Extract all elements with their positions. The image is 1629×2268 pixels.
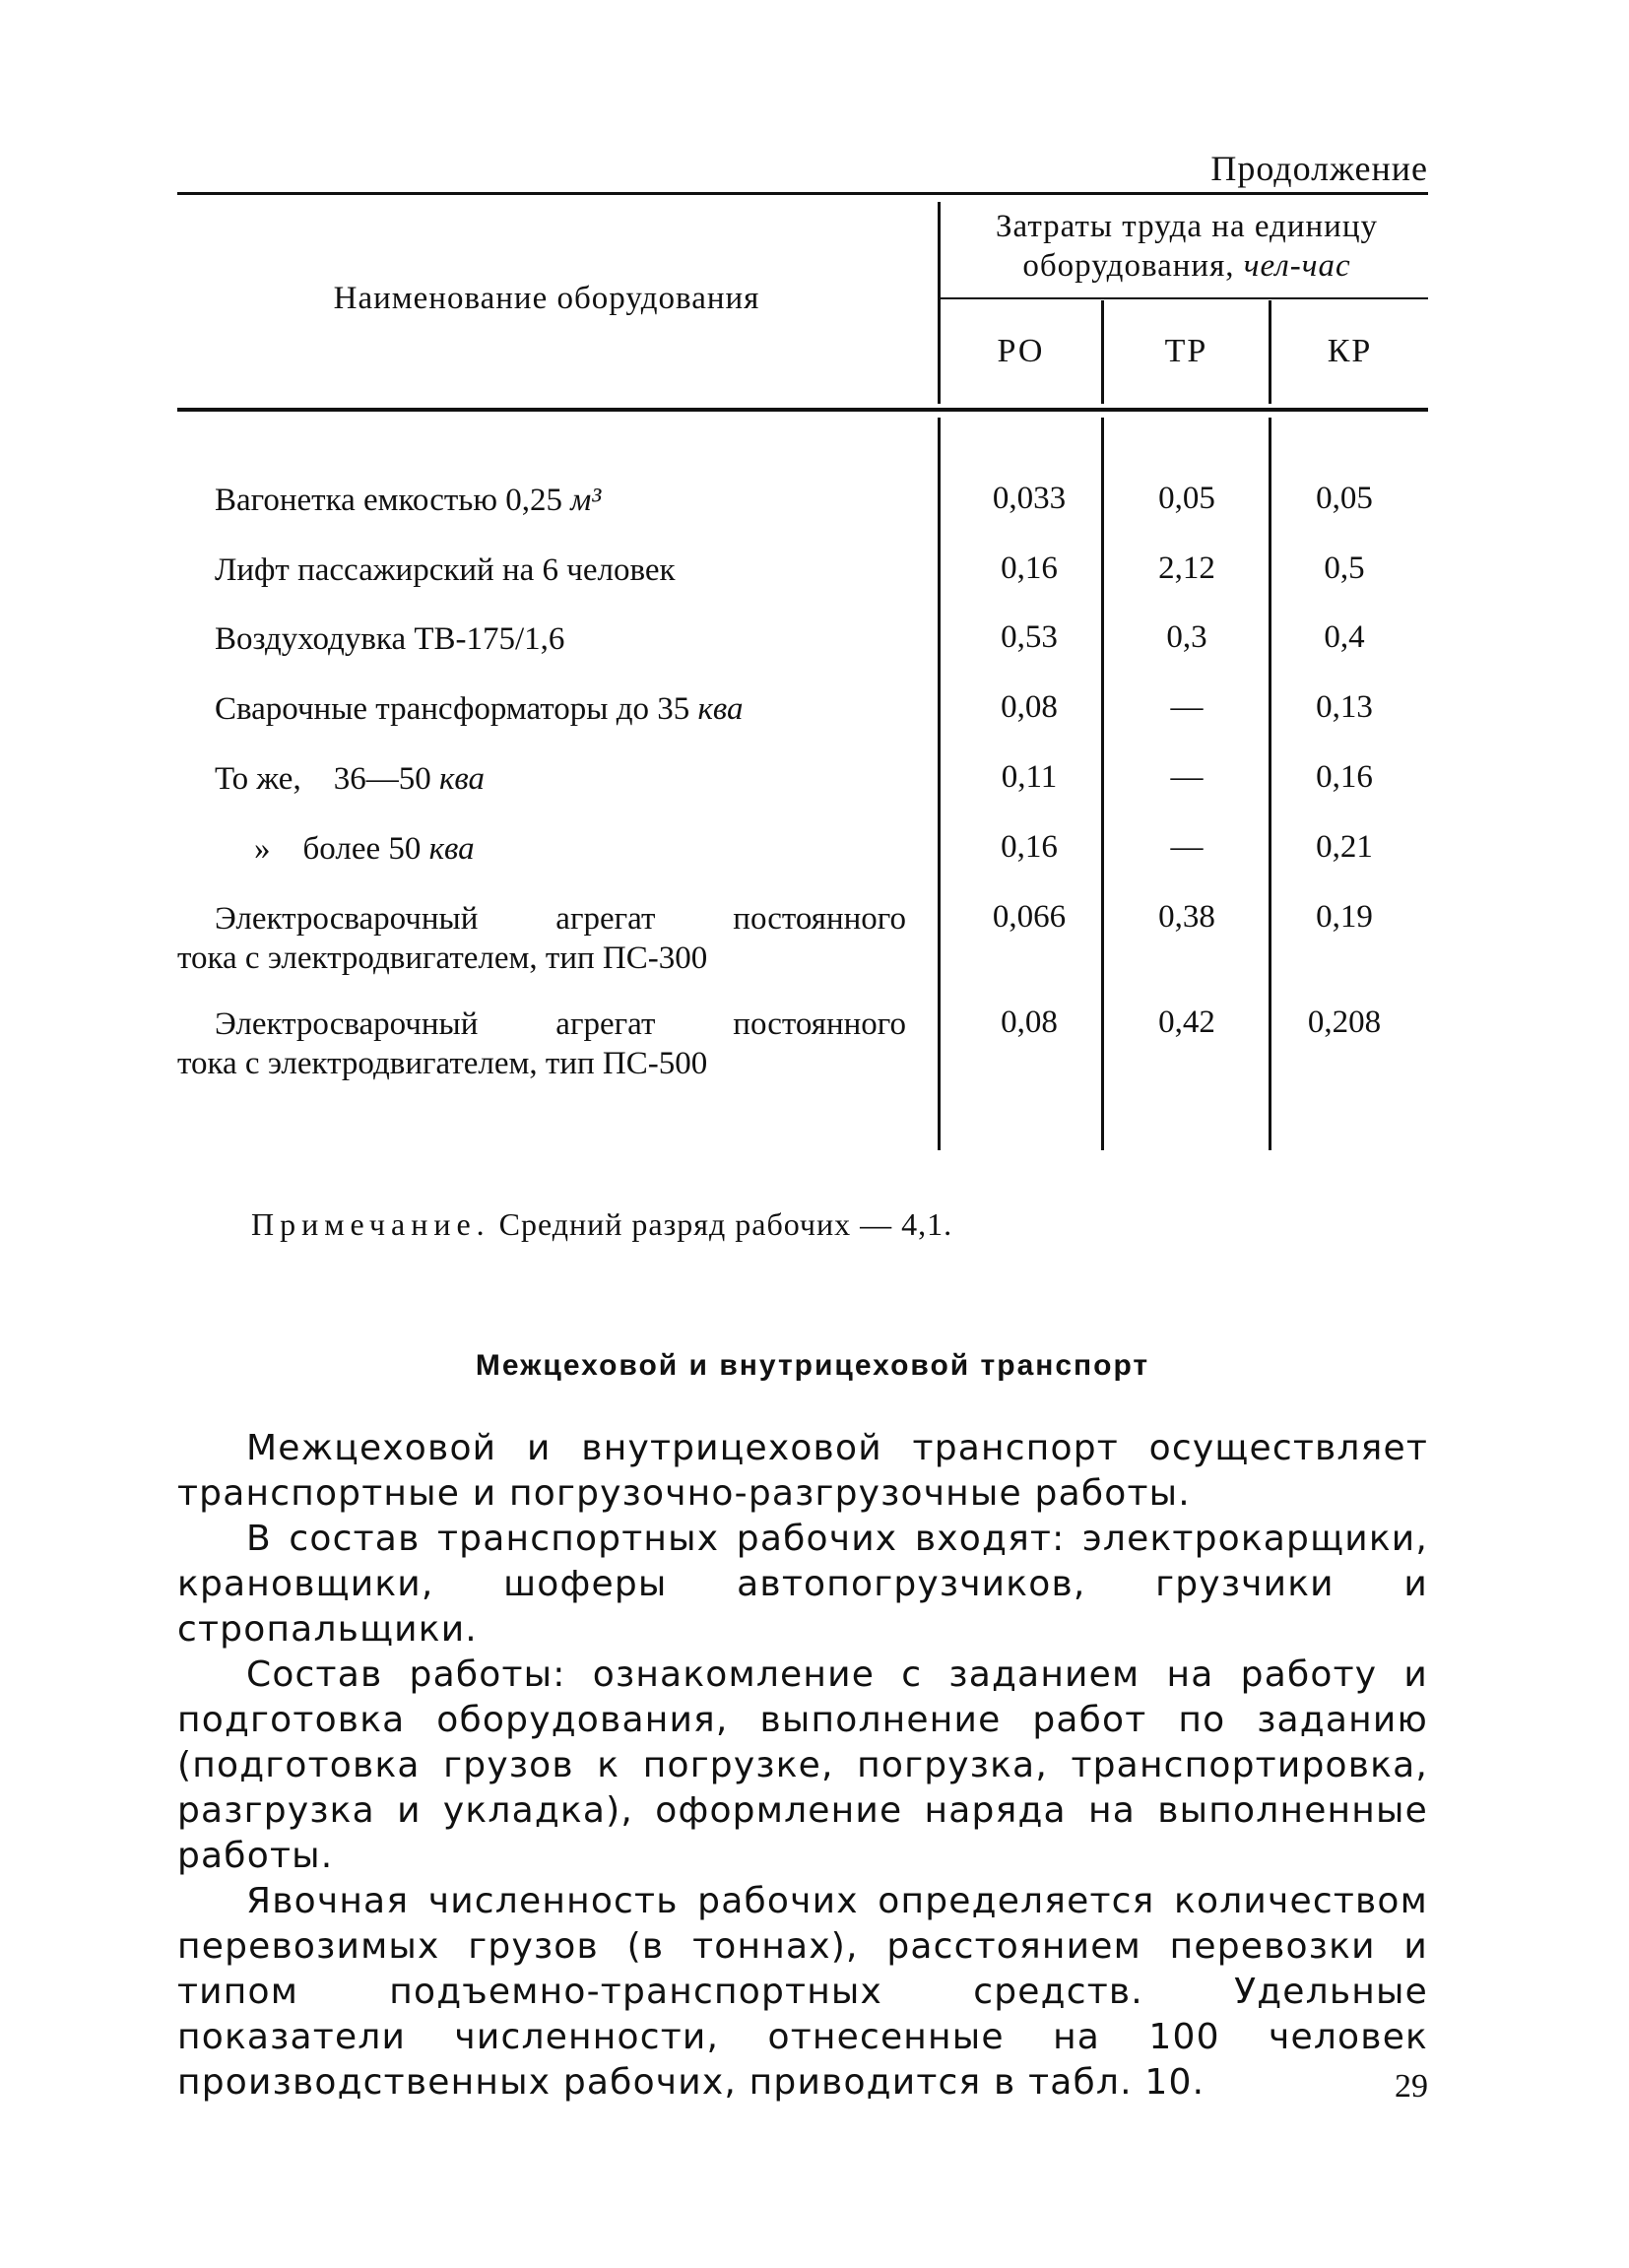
column-header-labor bbox=[941, 207, 1433, 286]
row-name: Лифт пассажирский на 6 человек bbox=[215, 552, 676, 588]
row-name: Вагонетка емкостью 0,25 м³ bbox=[215, 483, 602, 518]
value-kr: 0,13 bbox=[1316, 689, 1373, 725]
value-ro: 0,16 bbox=[1001, 829, 1058, 865]
column-header-ro: РО bbox=[997, 333, 1045, 369]
row-name-line2: тока с электродвигателем, тип ПС-500 bbox=[177, 1046, 708, 1081]
paragraph: Явочная численность рабочих определяется количеством перевозимых грузов (в тоннах), расстоянием перевозки и типом подъемно-транспортных средств. Удельные показатели численности, отнесенные на 100 человек производственных рабочих, приводится в табл. 10. bbox=[177, 1881, 1428, 2103]
value-ro: 0,11 bbox=[1001, 759, 1058, 795]
column-header-equipment: Наименование оборудования bbox=[333, 281, 760, 316]
row-name-line1: Электросварочный агрегат постоянного bbox=[215, 901, 906, 937]
column-header-kr: КР bbox=[1327, 333, 1373, 369]
body-text bbox=[177, 1426, 1428, 2106]
value-tr: 0,05 bbox=[1158, 481, 1215, 516]
value-tr: 0,38 bbox=[1158, 899, 1215, 935]
labor-header-line2: оборудования, чел-час bbox=[1022, 248, 1351, 284]
row-name: » более 50 ква bbox=[254, 831, 475, 867]
continuation-label: Продолжение bbox=[1210, 149, 1428, 188]
labor-header-line1: Затраты труда на единицу bbox=[996, 209, 1378, 244]
value-kr: 0,208 bbox=[1307, 1004, 1382, 1040]
value-ro: 0,08 bbox=[1001, 689, 1058, 725]
table-top-rule bbox=[177, 192, 1428, 195]
header-sub-rule bbox=[941, 297, 1428, 299]
value-tr: — bbox=[1170, 759, 1204, 795]
note-text: Средний разряд рабочих — 4,1. bbox=[498, 1206, 953, 1242]
column-header-tr: ТР bbox=[1164, 333, 1208, 369]
value-ro: 0,033 bbox=[992, 481, 1067, 516]
table-note bbox=[251, 1206, 952, 1243]
value-kr: 0,05 bbox=[1316, 481, 1373, 516]
value-tr: 0,3 bbox=[1166, 619, 1207, 655]
row-name: Сварочные трансформаторы до 35 ква bbox=[215, 691, 744, 727]
value-tr: — bbox=[1170, 829, 1204, 865]
value-kr: 0,5 bbox=[1324, 551, 1365, 586]
value-kr: 0,19 bbox=[1316, 899, 1373, 935]
paragraph: Состав работы: ознакомление с заданием на работу и подготовка оборудования, выполнение работ по заданию (подготовка грузов к погрузке, погрузка, транспортировка, разгрузка и укладка), оформление наряда на выполненные работы. bbox=[177, 1654, 1428, 1876]
body-divider-3 bbox=[1269, 418, 1271, 1150]
value-tr: 0,42 bbox=[1158, 1004, 1215, 1040]
header-bottom-rule bbox=[177, 408, 1428, 412]
row-name-line2: тока с электродвигателем, тип ПС-300 bbox=[177, 940, 708, 976]
value-tr: — bbox=[1170, 689, 1204, 725]
note-label: Примечание. bbox=[251, 1206, 490, 1242]
row-name bbox=[177, 899, 906, 978]
value-kr: 0,21 bbox=[1316, 829, 1373, 865]
value-kr: 0,16 bbox=[1316, 759, 1373, 795]
value-ro: 0,08 bbox=[1001, 1004, 1058, 1040]
row-name: Воздуходувка ТВ-175/1,6 bbox=[215, 621, 565, 657]
row-name bbox=[177, 1004, 906, 1083]
row-name: То же, 36—50 ква bbox=[215, 761, 485, 797]
value-ro: 0,066 bbox=[992, 899, 1067, 935]
paragraph: В состав транспортных рабочих входят: электрокарщики, крановщики, шоферы автопогрузчиков, грузчики и стропальщики. bbox=[177, 1519, 1428, 1650]
section-title: Межцеховой и внутрицеховой транспорт bbox=[475, 1349, 1150, 1382]
value-ro: 0,16 bbox=[1001, 551, 1058, 586]
paragraph: Межцеховой и внутрицеховой транспорт осуществляет транспортные и погрузочно-разгрузочные работы. bbox=[177, 1428, 1428, 1514]
labor-unit: чел-час bbox=[1243, 248, 1351, 284]
row-name-line1: Электросварочный агрегат постоянного bbox=[215, 1006, 906, 1042]
value-tr: 2,12 bbox=[1158, 551, 1215, 586]
value-kr: 0,4 bbox=[1324, 619, 1365, 655]
page-number: 29 bbox=[1395, 2068, 1428, 2105]
value-ro: 0,53 bbox=[1001, 619, 1058, 655]
body-divider-2 bbox=[1101, 418, 1104, 1150]
